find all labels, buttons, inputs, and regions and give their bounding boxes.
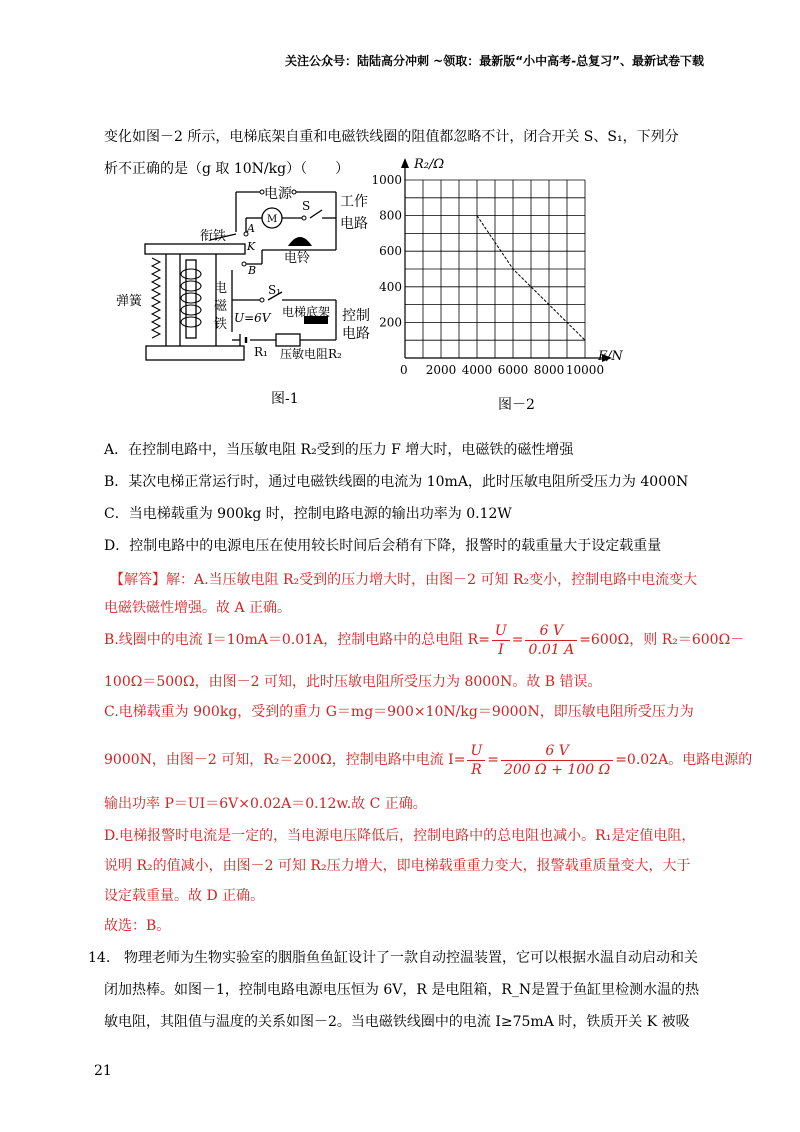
- option-b: B．某次电梯正常运行时，通过电磁铁线圈的电流为 10mA，此时压敏电阻所受压力为 4000N: [104, 474, 689, 490]
- label-r2: 压敏电阻R₂: [280, 347, 342, 361]
- label-em-2: 磁: [214, 299, 228, 314]
- option-c: C．当电梯载重为 900kg 时，控制电路电源的输出功率为 0.12W: [104, 506, 512, 522]
- fig1-caption: 图-1: [271, 391, 299, 407]
- label-b: B: [248, 264, 257, 277]
- fraction-u-over-i: $\frac{U}{I}$: [492, 622, 510, 659]
- q14-number: 14.: [88, 950, 111, 966]
- answer-c-post: =0.02A。电路电源的: [615, 752, 753, 768]
- page-number: 21: [94, 1063, 112, 1079]
- x-tick-label: 10000: [565, 363, 605, 377]
- chart-grid: [405, 180, 585, 358]
- x-tick-label: 2000: [425, 363, 457, 377]
- resistance-force-chart: [371, 150, 630, 385]
- chart-ticks: [371, 173, 604, 377]
- answer-b-line-2: 100Ω＝500Ω，由图－2 可知，此时压敏电阻所受压力为 8000N。故 B 错误。: [104, 674, 602, 690]
- option-d: D．控制电路中的电源电压在使用较长时间后会稍有下降，报警时的载重量大于设定载重量: [104, 538, 662, 554]
- fraction-6v-over-001a: $\frac{6 V}{0.01 A}$: [525, 622, 577, 659]
- answer-c-line-1: C.电梯载重为 900kg，受到的重力 G＝mg＝900×10N/kg＝9000N，即压敏电阻所受压力为: [104, 704, 694, 720]
- answer-d-line-1: D.电梯报警时电流是一定的，当电源电压降低后，控制电路中的总电阻也减小。R₁是定值电阻，: [104, 828, 696, 844]
- answer-b-pre: B.线圈中的电流 I＝10mA＝0.01A，控制电路中的总电阻 R=: [104, 632, 490, 648]
- label-em-3: 铁: [214, 317, 228, 332]
- label-ctrl-2: 电路: [342, 326, 370, 342]
- y-axis-label: R₂/Ω: [414, 157, 445, 172]
- chart-axes: [401, 158, 612, 362]
- answer-a-line-2: 电磁铁磁性增强。故 A 正确。: [104, 600, 292, 616]
- y-tick-label: 400: [379, 279, 402, 294]
- label-bell: 电铃: [284, 251, 311, 266]
- label-power: 电源: [264, 186, 292, 202]
- label-voltage: U=6V: [234, 311, 271, 325]
- y-tick-label: 200: [379, 315, 402, 330]
- answer-d-line-2: 说明 R₂的值减小，由图－2 可知 R₂压力增大，即电梯载重重力变大，报警载重质量变大，大于: [104, 858, 691, 874]
- label-spring: 弹簧: [116, 294, 143, 309]
- answer-c-line-2: [104, 738, 753, 782]
- answer-d-line-3: 设定载重量。故 D 正确。: [104, 888, 265, 904]
- intro-line-2: 析不正确的是（g 取 10N/kg）（ ）: [104, 161, 350, 177]
- label-k: K: [247, 240, 256, 253]
- answer-c-pre: 9000N，由图－2 可知，R₂＝200Ω，控制电路中电流 I=: [104, 752, 466, 768]
- label-armature: 衔铁: [200, 229, 227, 244]
- x-axis-label: F/N: [598, 349, 623, 364]
- q14-line-2: 闭加热棒。如图－1，控制电路电源电压恒为 6V，R 是电阻箱，R_N是置于鱼缸里检测水温的热: [104, 982, 700, 998]
- x-tick-label: 4000: [461, 363, 493, 377]
- fig2-caption: 图－2: [498, 397, 535, 413]
- label-a: A: [247, 222, 255, 235]
- q14-line-3: 敏电阻，其阻值与温度的关系如图－2。当电磁铁线圈中的电流 I≥75mA 时，铁质开关 K 被吸: [104, 1014, 690, 1030]
- answer-b-post: =600Ω，则 R₂＝600Ω－: [579, 632, 745, 648]
- fraction-6v-over-300ohm: $\frac{6 V}{200 \Omega + 100 \Omega}$: [501, 742, 613, 779]
- label-s: S: [302, 199, 311, 213]
- label-motor: M: [267, 214, 278, 225]
- y-tick-label: 1000: [371, 173, 402, 187]
- page-header: 关注公众号：陆陆高分冲刺 ~领取：最新版“小中高考-总复习”、最新试卷下载: [285, 54, 704, 68]
- equals-sign: =: [487, 752, 499, 768]
- x-tick-label: 8000: [533, 363, 565, 377]
- x-tick-label: 6000: [497, 363, 529, 377]
- y-tick-label: 800: [379, 208, 402, 223]
- equals-sign: =: [511, 632, 524, 648]
- y-tick-label: 600: [379, 244, 402, 259]
- answer-b-line-1: [104, 620, 745, 660]
- label-s1: S₁: [268, 283, 282, 297]
- origin-label: 0: [400, 363, 408, 377]
- y-axis-arrow: [401, 158, 409, 168]
- label-base: 电梯底架: [282, 305, 331, 319]
- answer-a-line-1: 【解答】解：A.当压敏电阻 R₂受到的压力增大时，由图－2 可知 R₂变小，控制电路中电流变大: [110, 572, 698, 588]
- label-work-1: 工作: [340, 194, 368, 210]
- q14-line-1: 物理老师为生物实验室的胭脂鱼鱼缸设计了一款自动控温装置，它可以根据水温自动启动和关: [124, 950, 698, 966]
- intro-line-1: 变化如图－2 所示，电梯底架自重和电磁铁线圈的阻值都忽略不计，闭合开关 S、S₁，下列分: [104, 129, 679, 145]
- option-a: A．在控制电路中，当压敏电阻 R₂受到的压力 F 增大时，电磁铁的磁性增强: [104, 442, 574, 458]
- label-r1: R₁: [254, 345, 268, 359]
- answer-choice: 故选：B。: [104, 918, 171, 934]
- fraction-u-over-r: $\frac{U}{R}$: [467, 742, 485, 779]
- label-em-1: 电: [214, 281, 228, 296]
- label-ctrl-1: 控制: [342, 308, 370, 324]
- label-work-2: 电路: [340, 216, 368, 232]
- circuit-diagram: [110, 175, 380, 375]
- answer-c-line-3: 输出功率 P＝UI＝6V×0.02A＝0.12w.故 C 正确。: [104, 796, 427, 812]
